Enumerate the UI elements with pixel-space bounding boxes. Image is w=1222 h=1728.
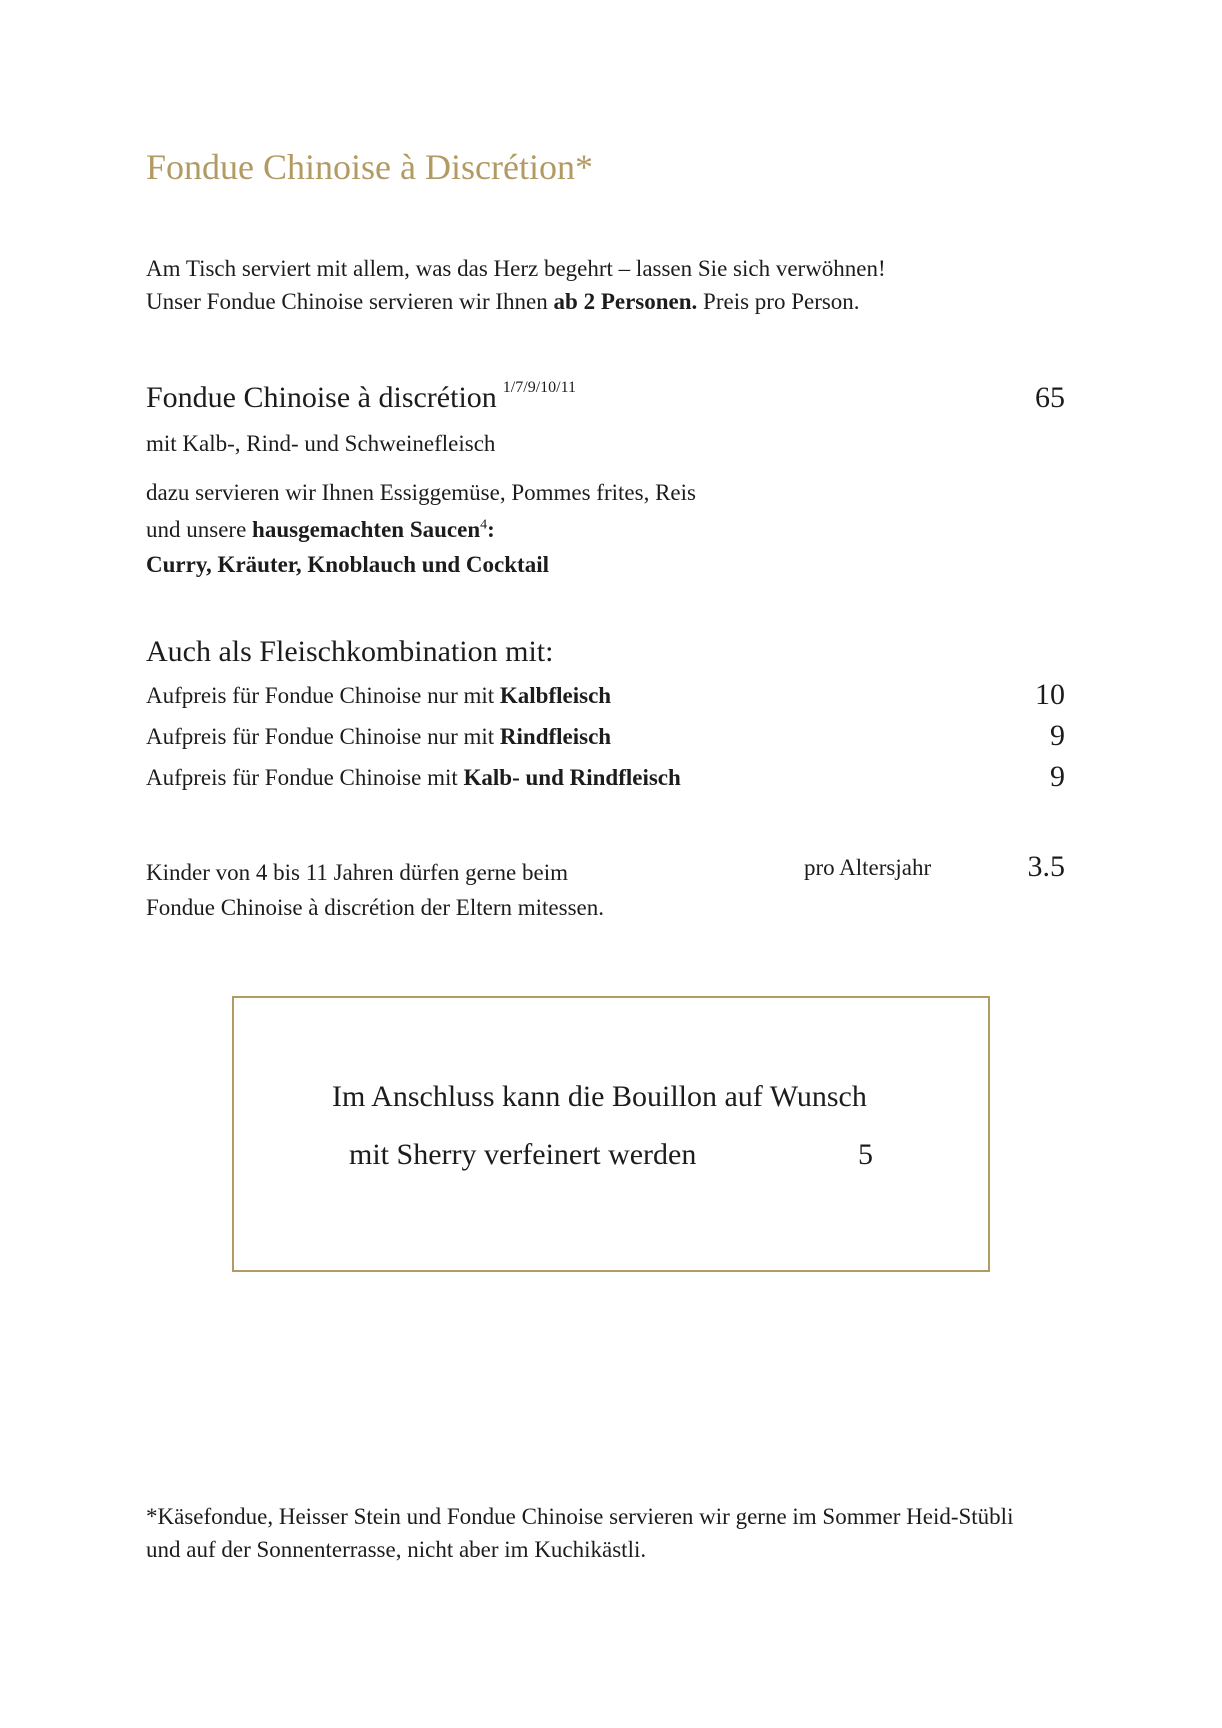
allergen-codes: 1/7/9/10/11: [502, 379, 576, 396]
kids-line-1: Kinder von 4 bis 11 Jahren dürfen gerne beim: [146, 860, 568, 885]
kids-text: [146, 855, 604, 925]
combination-row-text: Aufpreis für Fondue Chinoise nur mit: [146, 683, 500, 708]
minimum-persons: ab 2 Personen.: [553, 289, 698, 314]
footnote: [146, 1500, 1013, 1566]
main-item-title: Fondue Chinoise à discrétion: [146, 381, 497, 414]
footnote-line-1: *Käsefondue, Heisser Stein und Fondue Chinoise servieren wir gerne im Sommer Heid-Stübli: [146, 1504, 1014, 1529]
kids-price: 3.5: [1027, 850, 1065, 883]
intro-text: [146, 252, 886, 318]
main-item-sauces: [146, 517, 495, 543]
combination-row-text: Aufpreis für Fondue Chinoise nur mit: [146, 724, 500, 749]
combination-row-meat: Rindfleisch: [499, 724, 612, 749]
combination-row-price: 9: [1050, 719, 1065, 752]
combination-row-price: 10: [1035, 678, 1065, 711]
page-title: Fondue Chinoise à Discrétion*: [146, 147, 593, 187]
combination-row: [146, 765, 681, 791]
main-item-sides: dazu servieren wir Ihnen Essiggemüse, Pommes frites, Reis: [146, 480, 696, 505]
intro-line-1: Am Tisch serviert mit allem, was das Herz begehrt – lassen Sie sich verwöhnen!: [146, 256, 886, 281]
kids-line-2: Fondue Chinoise à discrétion der Eltern mitessen.: [146, 895, 604, 920]
intro-line-2: [146, 285, 886, 318]
combination-row-text: Aufpreis für Fondue Chinoise mit: [146, 765, 464, 790]
combination-row-meat: Kalbfleisch: [499, 683, 612, 708]
main-item-name: [146, 381, 576, 415]
combination-row: [146, 683, 611, 709]
combination-row-meat: Kalb- und Rindfleisch: [463, 765, 681, 790]
combination-heading: Auch als Fleischkombination mit:: [146, 635, 554, 668]
bouillon-line-1: Im Anschluss kann die Bouillon auf Wunsch: [332, 1080, 867, 1113]
main-item-price: 65: [1035, 381, 1065, 414]
sauce-list: Curry, Kräuter, Knoblauch und Cocktail: [146, 552, 549, 577]
bouillon-line-2: mit Sherry verfeinert werden: [349, 1138, 697, 1171]
main-item-meat: mit Kalb-, Rind- und Schweinefleisch: [146, 431, 496, 456]
kids-price-unit: pro Altersjahr: [804, 855, 932, 880]
sauces-allergen: 4: [480, 517, 488, 533]
bouillon-box: [232, 996, 990, 1272]
sauces-colon: :: [487, 517, 495, 542]
intro-line-2-pre: Unser Fondue Chinoise servieren wir Ihnen: [146, 289, 554, 314]
sauces-pre: und unsere: [146, 517, 253, 542]
footnote-line-2: und auf der Sonnenterrasse, nicht aber im Kuchikästli.: [146, 1537, 647, 1562]
bouillon-price: 5: [858, 1138, 873, 1171]
combination-row-price: 9: [1050, 760, 1065, 793]
sauces-label: hausgemachten Saucen: [252, 517, 481, 542]
intro-line-2-post: Preis pro Person.: [697, 289, 860, 314]
combination-row: [146, 724, 611, 750]
